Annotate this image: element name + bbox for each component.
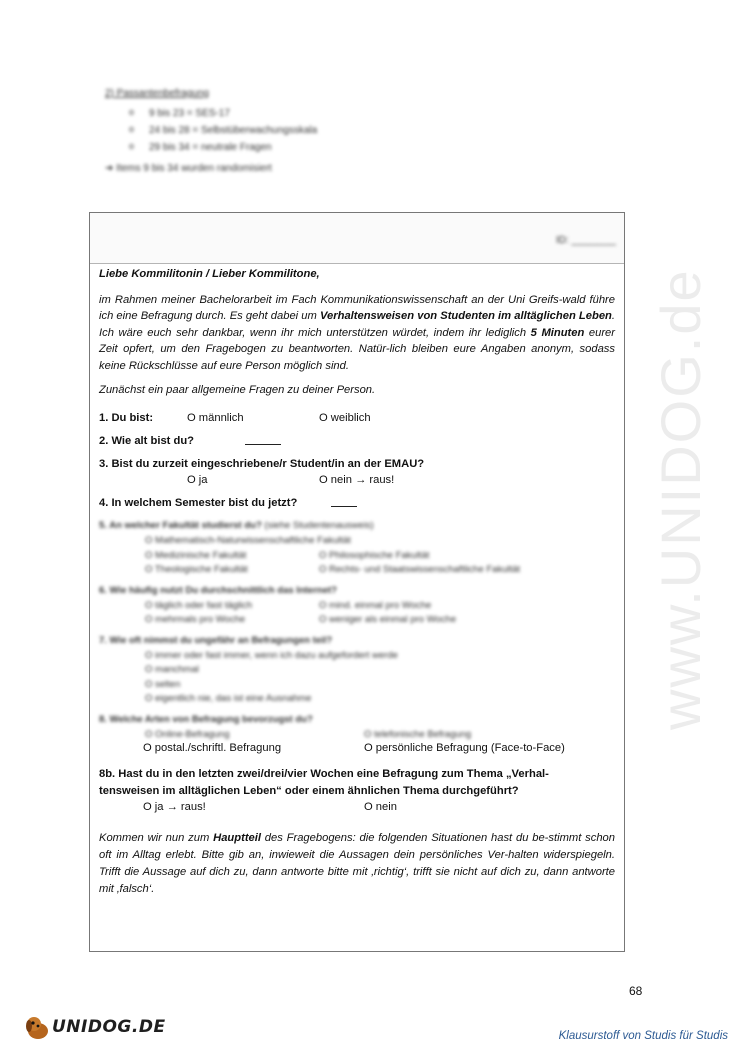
page-number: 68 bbox=[629, 984, 643, 998]
dog-icon bbox=[22, 1012, 52, 1042]
intro-paragraph: im Rahmen meiner Bachelorarbeit im Fach Kommunikationswissenschaft an der Uni Greifs-wald führe ich eine Befragung durch. Es geht dabei um Verhaltensweisen von Studenten im alltäglichen Leben. Ich wäre euch sehr dankbar, wenn ihr mich unterstützen würdet, indem ihr lediglich 5 Minuten eurer Zeit opfert, um den Fragebogen zu beantworten. Natür-lich bleiben eure Angaben anonym, sodass keine Rückschlüsse auf eure Person möglich sind. bbox=[99, 293, 615, 372]
unidog-logo bbox=[22, 1012, 166, 1042]
watermark: www.UNIDOG.de bbox=[649, 268, 712, 730]
footer-slogan: Klausurstoff von Studis für Studis bbox=[558, 1030, 728, 1042]
question-7: 7. Wie oft nimmst du ungefähr an Befragungen teil? O immer oder fast immer, wenn ich dazu aufgefordert werde O manchmal O selten O eigentlich nie, das ist eine Ausnahme bbox=[99, 634, 398, 704]
frame-header bbox=[90, 213, 624, 264]
questionnaire-frame bbox=[89, 212, 625, 952]
option-male[interactable]: O männlich bbox=[187, 411, 244, 424]
option-yes-exit[interactable]: O ja → raus! bbox=[143, 801, 206, 813]
question-5: 5. An welcher Fakultät studierst du? (siehe Studentenausweis) O Mathematisch-Naturwissenschaftliche Fakultät O Medizinische Fakultät O Philosophische Fakultät O Theologische Fakultät O Rechts- und Staatswissenschaftliche Fakultät bbox=[99, 520, 521, 575]
option[interactable]: O Philosophische Fakultät bbox=[319, 549, 430, 561]
question-1: 1. Du bist: O männlich O weiblich bbox=[99, 410, 615, 427]
item-range-list bbox=[105, 108, 485, 153]
id-field: ID: ________ bbox=[555, 235, 616, 246]
question-8: 8. Welche Arten von Befragung bevorzugst du? O Online-Befragung O telefonische Befragung O postal./schriftl. Befragung O persönliche Befragung (Face-to-Face) bbox=[99, 713, 565, 754]
option-personal[interactable]: O persönliche Befragung (Face-to-Face) bbox=[364, 742, 565, 754]
logo-text: UNIDOG.DE bbox=[52, 1017, 166, 1037]
option[interactable]: O weniger als einmal pro Woche bbox=[319, 614, 457, 625]
question-6: 6. Wie häufig nutzt Du durchschnittlich das Internet? O täglich oder fast täglich O mind. einmal pro Woche O mehrmals pro Woche O weniger als einmal pro Woche bbox=[99, 584, 457, 625]
blurred-top-section bbox=[105, 88, 485, 174]
option-yes[interactable]: O ja bbox=[187, 474, 208, 486]
option-no[interactable]: O nein → raus! bbox=[319, 474, 395, 486]
closing-paragraph: Kommen wir nun zum Hauptteil des Fragebogens: die folgenden Situationen hast du be-stimmt schon oft im Alltag erlebt. Bitte gib an, inwieweit die Aussagen dein persönliches Ver-halten widerspiegeln. Trifft die Aussage auf dich zu, dann antworte bitte mit ‚richtig‘, trifft sie nicht auf dich zu, dann antworte mit ‚falsch‘. bbox=[99, 832, 615, 895]
option-female[interactable]: O weiblich bbox=[319, 411, 371, 424]
option[interactable]: O täglich oder fast täglich bbox=[145, 599, 253, 611]
option[interactable]: O mehrmals pro Woche bbox=[145, 614, 246, 625]
option[interactable]: O immer oder fast immer, wenn ich dazu aufgefordert werde bbox=[145, 649, 398, 661]
semester-input[interactable] bbox=[331, 495, 357, 513]
option[interactable]: O Mathematisch-Naturwissenschaftliche Fakultät bbox=[145, 535, 351, 546]
option[interactable]: O Theologische Fakultät bbox=[145, 564, 248, 575]
list-item: o 9 bis 23 = SES-17 bbox=[129, 108, 485, 119]
question-2: 2. Wie alt bist du? bbox=[99, 433, 615, 450]
greeting: Liebe Kommilitonin / Lieber Kommilitone, bbox=[99, 268, 320, 280]
option[interactable]: O manchmal bbox=[145, 664, 199, 675]
age-input[interactable] bbox=[245, 433, 281, 451]
arrow-icon: ➜ bbox=[105, 163, 114, 174]
list-item: o 29 bis 34 = neutrale Fragen bbox=[129, 142, 485, 153]
list-item: o 24 bis 28 = Selbstüberwachungsskala bbox=[129, 125, 485, 136]
question-8b: 8b. Hast du in den letzten zwei/drei/vier Wochen eine Befragung zum Thema „Verhal- tensweisen im alltäglichen Leben“ oder einem ähnlichen Thema durchgeführt? O ja → raus! O nein bbox=[99, 766, 615, 816]
option[interactable]: O Medizinische Fakultät bbox=[145, 549, 247, 561]
section-heading: 2) Passantenbefragung bbox=[105, 88, 209, 99]
option[interactable]: O Online-Befragung bbox=[145, 728, 230, 740]
randomization-note bbox=[105, 163, 485, 174]
option[interactable]: O mind. einmal pro Woche bbox=[319, 599, 432, 611]
lead-text: Zunächst ein paar allgemeine Fragen zu deiner Person. bbox=[99, 384, 376, 396]
question-4: 4. In welchem Semester bist du jetzt? bbox=[99, 495, 615, 512]
question-3: 3. Bist du zurzeit eingeschriebene/r Student/in an der EMAU? O ja O nein → raus! bbox=[99, 456, 615, 490]
option[interactable]: O Rechts- und Staatswissenschaftliche Fakultät bbox=[319, 564, 521, 575]
note-text: Items 9 bis 34 wurden randomisiert bbox=[116, 163, 272, 174]
option-no[interactable]: O nein bbox=[364, 801, 397, 813]
option[interactable]: O telefonische Befragung bbox=[364, 728, 472, 740]
option-postal[interactable]: O postal./schriftl. Befragung bbox=[143, 742, 282, 754]
option[interactable]: O selten bbox=[145, 678, 181, 690]
option[interactable]: O eigentlich nie, das ist eine Ausnahme bbox=[145, 693, 312, 704]
